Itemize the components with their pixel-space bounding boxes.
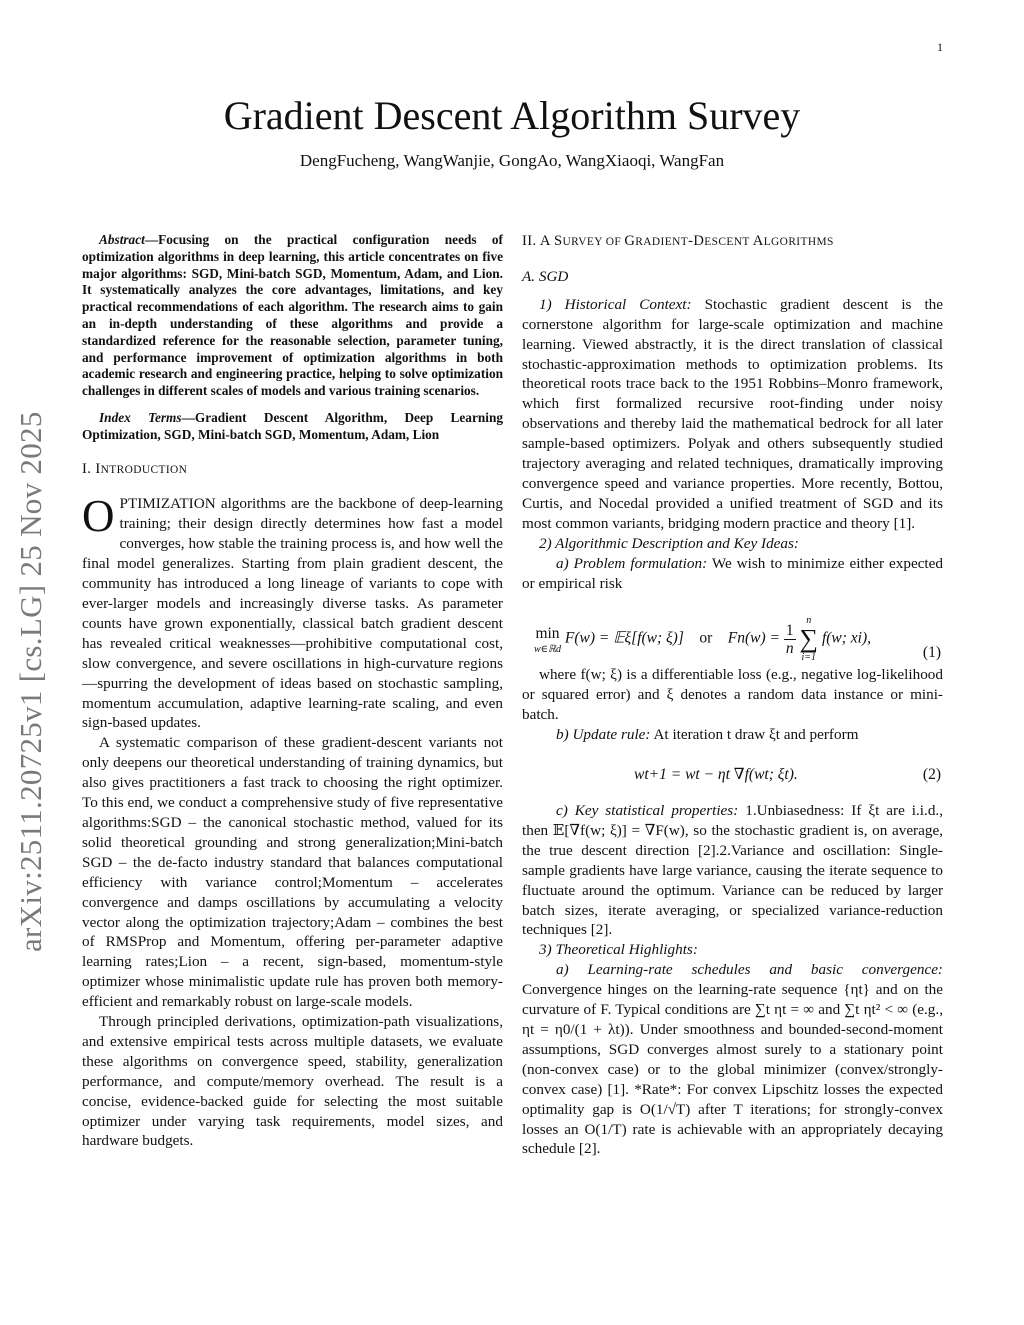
equation-1-number: (1): [922, 644, 941, 662]
learning-rate-paragraph: [522, 960, 943, 1159]
paper-title: Gradient Descent Algorithm Survey: [223, 93, 801, 138]
index-terms: [82, 410, 503, 444]
paragraph-text: At iteration t draw ξt and perform: [653, 726, 859, 744]
index-terms-text: —Gradient Descent Algorithm, Deep Learning Optimization, SGD, Mini-batch SGD, Momentum, Adam, Lion: [82, 409, 503, 442]
algorithmic-description-heading: 2) Algorithmic Description and Key Ideas:: [539, 534, 799, 552]
min-operator: min w∈ℝd: [534, 624, 561, 655]
equation-2-body: wt+1 = wt − ηt ∇f(wt; ξt).: [634, 766, 798, 784]
paragraph-text: 1.Unbiasedness: If ξt are i.i.d., then 𝔼[∇f(w; ξ)] = ∇F(w), so the stochastic gradient is, on average, the true descent direction [2].2.Variance and oscillation: Single-sample gradients have large variance, causing the iterate sequence to fluctuate around the optimum. Variance can be reduced by larger batch sizes, iterate averaging, or specialized variance-reduction techniques [2].: [522, 802, 944, 939]
title-part: G: [624, 233, 636, 249]
intro-paragraph-2: A systematic comparison of these gradient-descent variants not only deepens our theoretical understanding of training dynamics, but also gives practitioners a fast track to choosing the right optimizer. To this end, we conduct a comprehensive study of five representative algorithms:SGD – the canonical stochastic method, valued for its solid theoretical grounding and strong generalization;Mini-batch SGD – the de-facto industry standard that balances computational efficiency with variance control;Momentum – accelerates convergence and damps oscillations by accumulating a velocity vector along the optimization trajectory;Adam – combines the best of RMSProp and Momentum, offering per-parameter adaptive learning rates;Lion – a recent, sign-based, momentum-style optimizer whose minimalistic update rule has proven both memory-efficient and remarkably robust on large-scale models.: [82, 734, 503, 1011]
statistical-properties-paragraph: [522, 801, 943, 940]
paragraph-label: 1) Historical Context:: [539, 295, 692, 313]
title-part: LGORITHMS: [763, 236, 834, 248]
page-number: 1: [937, 40, 943, 54]
paragraph-label: b) Update rule:: [556, 726, 651, 744]
section-title-rest: NTRODUCTION: [100, 463, 188, 476]
abstract: [82, 232, 503, 400]
section-heading-introduction: [82, 460, 503, 481]
equation-1: [522, 599, 943, 663]
intro-paragraph-1: [82, 491, 503, 733]
where-paragraph: where f(w; ξ) is a differentiable loss (e.g., negative log-likelihood or squared error) and ξ denotes a random data instance or mini-batch.: [522, 666, 943, 724]
paper-authors: DengFucheng, WangWanjie, GongAo, WangXiaoqi, WangFan: [299, 151, 725, 170]
paragraph-label: a) Problem formulation:: [556, 554, 708, 572]
paragraph-text: Convergence hinges on the learning-rate sequence {ηt} and on the curvature of F. Typical conditions are ∑t ηt = ∞ and ∑t ηt² < ∞ (e.g., ηt = η0/(1 + λt)). Under smoothness and bounded-second-moment assumptions, SGD converges almost surely to a stationary point (non-convex case) or to the global minimizer (convex/strongly-convex case) [1]. *Rate*: For convex Lipschitz losses the expected optimality gap is O(1/√T) after T iterations; for strongly-convex losses an O(1/T) rate is achievable with an appropriately decaying schedule [2].: [522, 981, 943, 1158]
section-title-first: I: [95, 460, 101, 477]
paragraph-label: c) Key statistical properties:: [556, 802, 739, 820]
dropcap-letter: O: [82, 491, 115, 542]
sum-operator: n ∑ i=1: [799, 615, 819, 664]
title-part: ESCENT: [704, 236, 753, 248]
equation-1-rhs-lhs: Fn(w) =: [727, 629, 781, 647]
equation-1-or: or: [699, 629, 713, 647]
section-heading-survey: [522, 232, 943, 253]
equation-2: [522, 749, 943, 797]
paragraph-text: We wish to minimize either expected or empirical risk: [522, 554, 943, 592]
equation-2-number: (2): [922, 766, 941, 784]
equation-1-body: [534, 615, 942, 663]
right-column: [522, 232, 943, 1159]
title-part: S: [554, 233, 563, 249]
index-terms-label: Index Terms: [99, 409, 182, 425]
arxiv-stamp: arXiv:2511.20725v1 [cs.LG] 25 Nov 2025: [13, 411, 48, 952]
left-column: [82, 232, 503, 1151]
title-part: A: [539, 233, 555, 249]
historical-context-paragraph: [522, 295, 943, 534]
theoretical-highlights-heading: 3) Theoretical Highlights:: [539, 941, 698, 959]
title-part: A: [752, 233, 764, 249]
equation-1-rhs-tail: f(w; xi),: [821, 629, 872, 647]
section-numeral: II.: [522, 233, 537, 249]
fraction: $\frac{1}{n}$: [785, 621, 794, 657]
abstract-text: —Focusing on the practical configuration needs of optimization algorithms in deep learning, this article concentrates on five major algorithms: SGD, Mini-batch SGD, Momentum, Adam, and Lion. It systematically analyzes the core advantages, limitations, and key practical recommendations of each algorithm. The research aims to gain an in-depth understanding of these algorithms and provide a standardized reference for the reasonable selection, parameter tuning, and performance improvement of optimization algorithms in both academic research and engineering practice, helping to solve optimization challenges in different scales of models and various training scenarios.: [82, 232, 503, 399]
paragraph-text: Stochastic gradient descent is the cornerstone algorithm for large-scale optimization and machine learning. Viewed abstractly, it is the direct translation of classical stochastic-approximation methods to optimization problems. Its theoretical roots trace back to the 1951 Robbins–Monro framework, which first formalized recursive root-finding under noisy observations and thereby laid the mathematical bedrock for all later sample-based optimizers. Polyak and others subsequently studied trajectory averaging and related techniques, dramatically improving convergence speed and variance properties. More recently, Bottou, Curtis, and Nocedal provided a unified treatment of SGD and its most common variants, bridging modern practice and theory [1].: [522, 295, 944, 532]
intro-paragraph-3: Through principled derivations, optimization-path visualizations, and extensive empirical tests across multiple datasets, we evaluate these algorithms on convergence speed, stability, generalization performance, and compute/memory overhead. The result is a concise, evidence-backed guide for selecting the most suitable optimizer under varying task requirements, model sizes, and hardware budgets.: [82, 1013, 503, 1150]
title-part: -D: [688, 233, 705, 249]
paragraph-label: a) Learning-rate schedules and basic convergence:: [556, 961, 943, 979]
problem-formulation-paragraph: [522, 554, 943, 594]
intro-p1-text: PTIMIZATION algorithms are the backbone of deep-learning training; their design directly determines how fast a model converges, how stable the training process is, and how well the final model generalizes. Starting from plain gradient descent, the community has introduced a long lineage of variants to cope with ever-larger models and increasingly diverse tasks. As parameter counts have grown exponentially, classical batch gradient descent has revealed critical weaknesses—prohibitive computational cost, slow convergence, and severe oscillations in high-curvature regions—spurring the development of ideas based on stochastic sampling, momentum accumulation, adaptive learning-rate scaling, and even sign-based updates.: [82, 495, 503, 732]
subsection-heading-sgd: A. SGD: [522, 267, 569, 285]
update-rule-paragraph: [522, 725, 943, 745]
section-numeral: I.: [82, 460, 92, 477]
abstract-label: Abstract: [99, 232, 145, 247]
title-part: URVEY OF: [562, 236, 625, 248]
equation-1-lhs: F(w) = 𝔼ξ[f(w; ξ)]: [564, 629, 684, 647]
title-part: RADIENT: [635, 236, 689, 248]
